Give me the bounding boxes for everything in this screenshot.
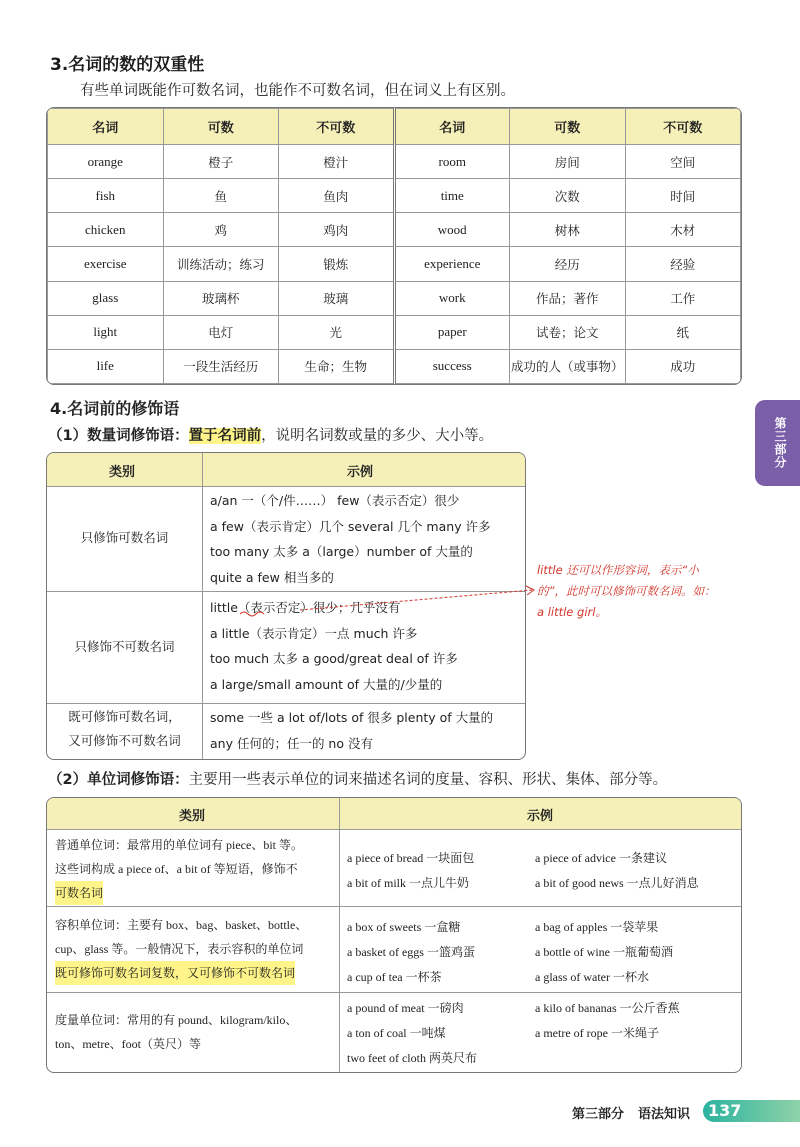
table-cell: paper (394, 315, 510, 349)
subsection-1-label: （1）数量词修饰语： (48, 428, 189, 444)
table-cell: 鸡 (163, 213, 279, 247)
table-cell: light (48, 315, 164, 349)
subsection-1-heading (48, 424, 493, 445)
table-header-row (48, 109, 741, 145)
example-line: some 一些 a lot of/lots of 很多 plenty of 大量的 (210, 710, 494, 725)
example-line: a/an 一（个/件……） few（表示否定）很少 (210, 493, 460, 508)
category-volume-unit (55, 913, 335, 985)
header-examples: 示例 (527, 809, 554, 824)
examples-measure-right (535, 996, 680, 1046)
highlight-text: 置于名词前 (188, 428, 262, 444)
table-cell: 纸 (625, 315, 741, 349)
subsection-2-heading (48, 768, 667, 789)
table-cell: success (394, 349, 510, 383)
table-cell: work (394, 281, 510, 315)
table-cell: 树林 (510, 213, 626, 247)
table-row (48, 145, 741, 179)
highlight-text: 可数名词 (55, 881, 103, 905)
examples-volume-right (535, 915, 673, 990)
table-row (48, 247, 741, 281)
table-cell: 木材 (625, 213, 741, 247)
examples-common-left (347, 846, 474, 896)
table-cell: fish (48, 179, 164, 213)
example-line: a bag of apples 一袋苹果 (535, 920, 659, 934)
category-line: 普通单位词：最常用的单位词有 piece、bit 等。 (55, 838, 303, 852)
example-line: a glass of water 一杯水 (535, 970, 649, 984)
table-cell: 玻璃 (279, 281, 395, 315)
example-line: a large/small amount of 大量的/少量的 (210, 676, 443, 692)
example-line: a pound of meat 一磅肉 (347, 1001, 464, 1015)
category-line: 容积单位词：主要有 box、bag、basket、bottle、 (55, 918, 308, 932)
category-line: 这些词构成 a piece of、a bit of 等短语，修饰不 (55, 862, 298, 876)
table-cell: 训练活动；练习 (163, 247, 279, 281)
table-header-row (47, 453, 525, 487)
category-line: 既可修饰可数名词， (68, 709, 181, 724)
page-number: 137 (708, 1101, 742, 1120)
table-cell: 作品；著作 (510, 281, 626, 315)
table-row (48, 213, 741, 247)
example-line: a bit of milk 一点儿牛奶 (347, 876, 469, 890)
table-cell: 鸡肉 (279, 213, 395, 247)
table-cell: 经验 (625, 247, 741, 281)
examples-measure-left (347, 996, 477, 1071)
section-3-intro: 有些单词既能作可数名词，也能作不可数名词，但在词义上有区别。 (80, 83, 515, 99)
example-line: any 任何的；任一的 no 没有 (210, 735, 373, 751)
table-cell: chicken (48, 213, 164, 247)
table-cell: 成功 (625, 349, 741, 383)
table-header-row (47, 798, 741, 830)
table-cell: room (394, 145, 510, 179)
table-cell: experience (394, 247, 510, 281)
example-line: a box of sweets 一盒糖 (347, 920, 461, 934)
countable-uncountable-table (46, 107, 742, 385)
table-cell: 光 (279, 315, 395, 349)
header-noun: 名词 (394, 109, 510, 145)
table-cell: 房间 (510, 145, 626, 179)
table-cell: 橙汁 (279, 145, 395, 179)
table-cell: 试卷；论文 (510, 315, 626, 349)
highlight-text: 既可修饰可数名词复数，又可修饰不可数名词 (55, 961, 295, 985)
table-cell: 鱼肉 (279, 179, 395, 213)
table-cell: exercise (48, 247, 164, 281)
category-common-unit (55, 833, 335, 905)
annotation-arrow-icon (240, 580, 540, 620)
example-line: a little（表示肯定）一点 much 许多 (210, 625, 418, 641)
table-cell: time (394, 179, 510, 213)
example-line: a metre of rope 一米绳子 (535, 1026, 659, 1040)
example-line: a few（表示肯定）几个 several 几个 many 许多 (210, 518, 491, 534)
table-cell: 一段生活经历 (163, 349, 279, 383)
header-countable: 可数 (163, 109, 279, 145)
table-cell: 电灯 (163, 315, 279, 349)
example-line: too many 太多 a（large）number of 大量的 (210, 544, 473, 559)
footer-part: 第三部分 (572, 1107, 625, 1122)
category-measure-unit (55, 1008, 335, 1056)
examples-volume-left (347, 915, 475, 990)
table-cell: life (48, 349, 164, 383)
section-3-title: 3.名词的数的双重性 (50, 55, 205, 75)
example-line: a cup of tea 一杯茶 (347, 970, 442, 984)
header-noun: 名词 (48, 109, 164, 145)
footer (572, 1103, 690, 1122)
subsection-2-desc: 主要用一些表示单位的词来描述名词的度量、容积、形状、集体、部分等。 (188, 772, 668, 788)
subsection-2-label: （2）单位词修饰语： (48, 772, 189, 788)
header-countable: 可数 (510, 109, 626, 145)
table-cell: 橙子 (163, 145, 279, 179)
unit-modifier-table (46, 797, 742, 1073)
subsection-1-desc: ，说明名词数或量的多少、大小等。 (261, 428, 494, 444)
footer-subject: 语法知识 (638, 1107, 691, 1122)
header-uncountable: 不可数 (279, 109, 395, 145)
category-line: 度量单位词：常用的有 pound、kilogram/kilo、 (55, 1013, 298, 1027)
category-line: cup、glass 等。一般情况下，表示容积的单位词 (55, 942, 304, 956)
examples-common-right (535, 846, 699, 896)
example-line: quite a few 相当多的 (210, 569, 334, 585)
table-cell: 工作 (625, 281, 741, 315)
category-line: 又可修饰不可数名词 (68, 733, 181, 748)
table-cell: 鱼 (163, 179, 279, 213)
header-category: 类别 (179, 809, 206, 824)
table-cell: 空间 (625, 145, 741, 179)
examples-both (210, 705, 493, 756)
example-line: a bottle of wine 一瓶葡萄酒 (535, 945, 673, 959)
table-cell: 时间 (625, 179, 741, 213)
handwritten-note: little 还可以作形容词，表示“小的”，此时可以修饰可数名词。如：a little girl。 (537, 563, 716, 619)
table-cell: 成功的人（或事物） (510, 349, 626, 383)
header-examples: 示例 (347, 465, 374, 480)
table-cell: orange (48, 145, 164, 179)
example-line: a kilo of bananas 一公斤香蕉 (535, 1001, 680, 1015)
category-both (47, 705, 202, 753)
table-row (48, 281, 741, 315)
side-section-tab[interactable]: 第三部分 (755, 400, 800, 486)
example-line: little（表示否定）很少；几乎没有 (210, 600, 401, 615)
example-line: a piece of advice 一条建议 (535, 851, 667, 865)
table-cell: 经历 (510, 247, 626, 281)
table-cell: 次数 (510, 179, 626, 213)
example-line: a piece of bread 一块面包 (347, 851, 475, 865)
table-row (48, 349, 741, 383)
example-line: a ton of coal 一吨煤 (347, 1026, 446, 1040)
table-cell: 生命；生物 (279, 349, 395, 383)
table-cell: 锻炼 (279, 247, 395, 281)
header-uncountable: 不可数 (625, 109, 741, 145)
table-row (48, 315, 741, 349)
section-4-title: 4.名词前的修饰语 (50, 399, 180, 418)
example-line: a basket of eggs 一篮鸡蛋 (347, 945, 475, 959)
table-cell: glass (48, 281, 164, 315)
example-line: too much 太多 a good/great deal of 许多 (210, 651, 458, 666)
examples-countable-only (210, 488, 491, 590)
category-uncountable-only: 只修饰不可数名词 (74, 639, 175, 654)
table-row (48, 179, 741, 213)
example-line: two feet of cloth 两英尺布 (347, 1051, 477, 1065)
table-cell: 玻璃杯 (163, 281, 279, 315)
category-countable-only: 只修饰可数名词 (80, 530, 169, 545)
table-cell: wood (394, 213, 510, 247)
category-line: ton、metre、foot（英尺）等 (55, 1037, 201, 1051)
example-line: a bit of good news 一点儿好消息 (535, 876, 699, 890)
header-category: 类别 (109, 465, 136, 480)
